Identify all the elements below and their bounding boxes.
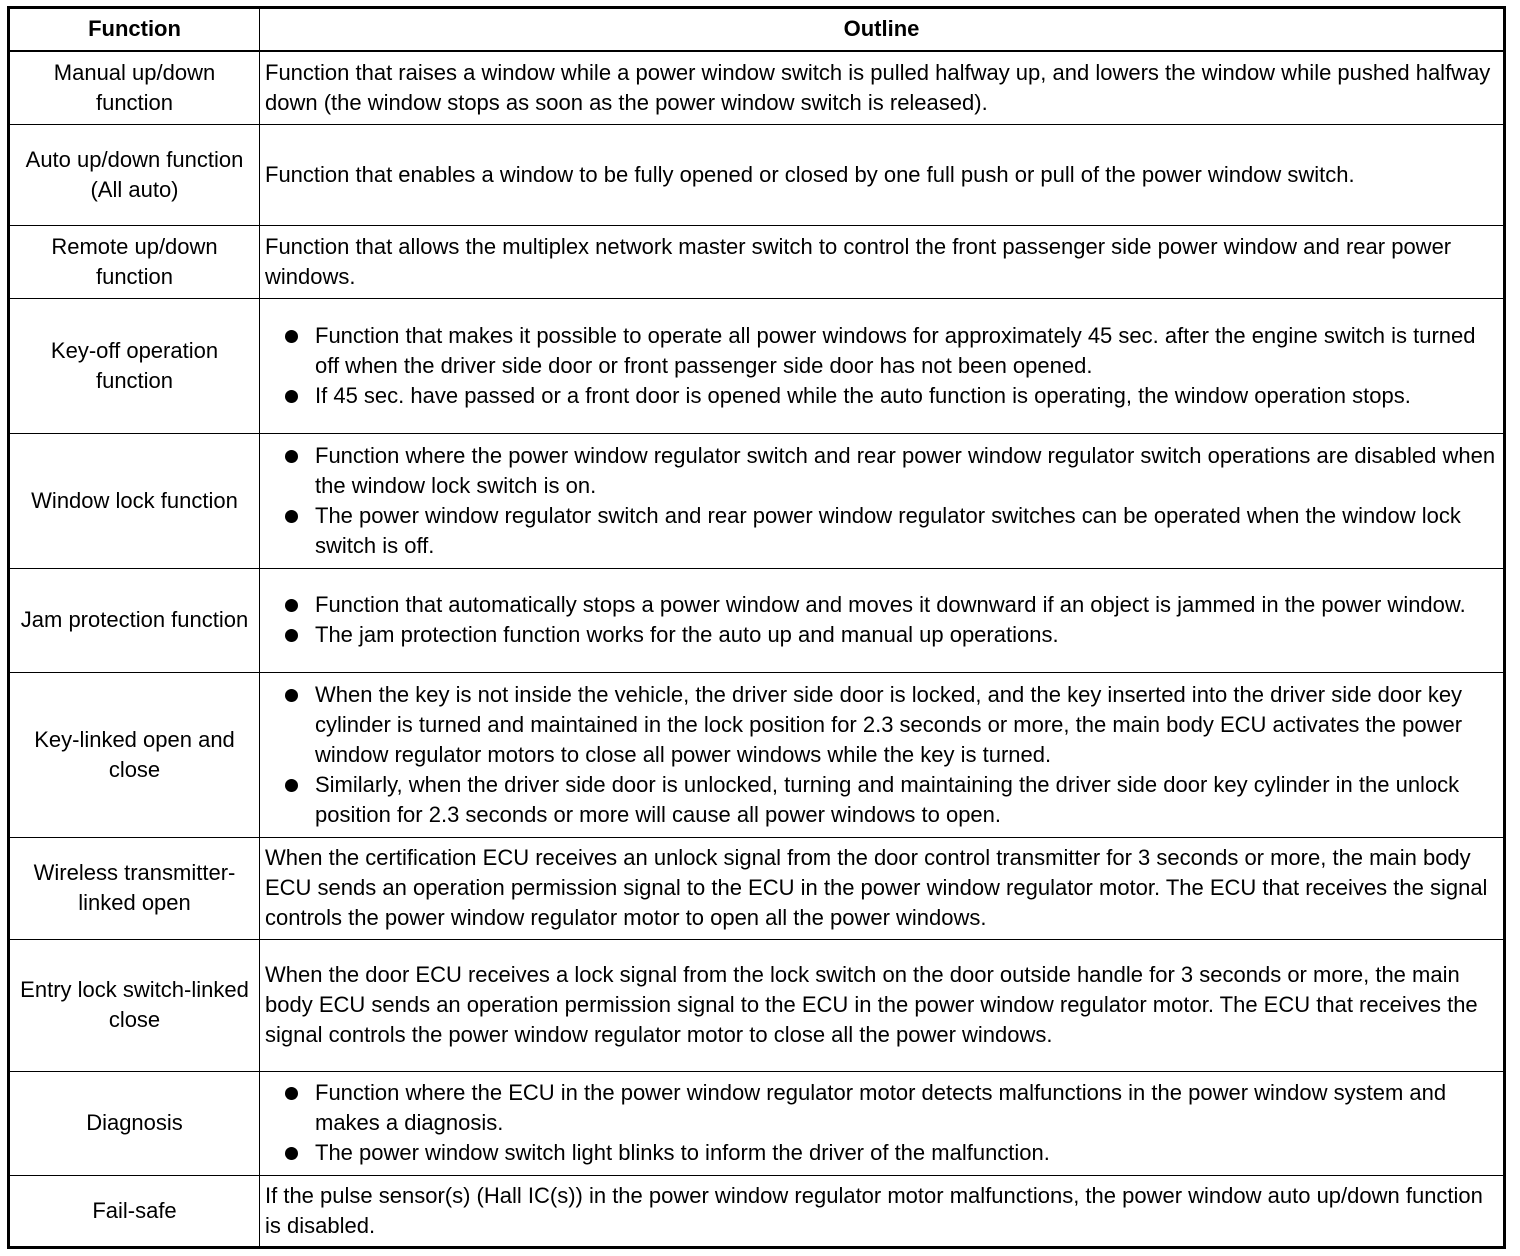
bullet-list xyxy=(265,680,1498,830)
outline-cell: If the pulse sensor(s) (Hall IC(s)) in the power window regulator motor malfunctions, the power window auto up/down function is disabled. xyxy=(260,1175,1505,1247)
outline-cell xyxy=(260,568,1505,672)
table-row xyxy=(9,1175,1505,1247)
bullet-list xyxy=(265,441,1498,561)
table-row xyxy=(9,568,1505,672)
bullet-list xyxy=(265,321,1498,411)
header-function: Function xyxy=(9,8,260,52)
function-cell: Auto up/down function (All auto) xyxy=(9,124,260,225)
bullet-item: Function where the ECU in the power window regulator motor detects malfunctions in the power window system and makes a diagnosis. xyxy=(265,1078,1498,1138)
bullet-item: The power window regulator switch and rear power window regulator switches can be operated when the window lock switch is off. xyxy=(265,501,1498,561)
function-cell: Jam protection function xyxy=(9,568,260,672)
bullet-list xyxy=(265,1078,1498,1168)
bullet-list xyxy=(265,590,1498,650)
function-cell: Key-linked open and close xyxy=(9,672,260,837)
function-cell: Entry lock switch-linked close xyxy=(9,939,260,1071)
outline-cell xyxy=(260,298,1505,433)
header-row xyxy=(9,8,1505,52)
table-row xyxy=(9,939,1505,1071)
bullet-item: When the key is not inside the vehicle, the driver side door is locked, and the key inserted into the driver side door key cylinder is turned and maintained in the lock position for 2.3 seconds or more, the main body ECU activates the power window regulator motors to close all power windows while the key is turned. xyxy=(265,680,1498,770)
outline-cell xyxy=(260,1071,1505,1175)
function-cell: Wireless transmitter-linked open xyxy=(9,837,260,939)
function-cell: Diagnosis xyxy=(9,1071,260,1175)
outline-cell xyxy=(260,433,1505,568)
bullet-item: Function where the power window regulator switch and rear power window regulator switch operations are disabled when the window lock switch is on. xyxy=(265,441,1498,501)
outline-cell: When the certification ECU receives an unlock signal from the door control transmitter for 3 seconds or more, the main body ECU sends an operation permission signal to the ECU in the power window regulator motor. The ECU that receives the signal controls the power window regulator motor to open all the power windows. xyxy=(260,837,1505,939)
function-cell: Remote up/down function xyxy=(9,225,260,298)
table-row xyxy=(9,672,1505,837)
bullet-item: If 45 sec. have passed or a front door is opened while the auto function is operating, the window operation stops. xyxy=(265,381,1498,411)
outline-cell: Function that allows the multiplex network master switch to control the front passenger side power window and rear power windows. xyxy=(260,225,1505,298)
bullet-item: The power window switch light blinks to inform the driver of the malfunction. xyxy=(265,1138,1498,1168)
table-row xyxy=(9,1071,1505,1175)
table-row xyxy=(9,298,1505,433)
function-cell: Window lock function xyxy=(9,433,260,568)
outline-cell: When the door ECU receives a lock signal from the lock switch on the door outside handle for 3 seconds or more, the main body ECU sends an operation permission signal to the ECU in the power window regulator motor. The ECU that receives the signal controls the power window regulator motor to close all the power windows. xyxy=(260,939,1505,1071)
function-cell: Manual up/down function xyxy=(9,51,260,124)
outline-cell xyxy=(260,672,1505,837)
table-row xyxy=(9,837,1505,939)
function-cell: Key-off operation function xyxy=(9,298,260,433)
outline-cell: Function that raises a window while a power window switch is pulled halfway up, and lowers the window while pushed halfway down (the window stops as soon as the power window switch is released). xyxy=(260,51,1505,124)
function-outline-table xyxy=(7,6,1506,1249)
bullet-item: Function that automatically stops a power window and moves it downward if an object is jammed in the power window. xyxy=(265,590,1498,620)
bullet-item: Similarly, when the driver side door is unlocked, turning and maintaining the driver side door key cylinder in the unlock position for 2.3 seconds or more will cause all power windows to open. xyxy=(265,770,1498,830)
bullet-item: The jam protection function works for the auto up and manual up operations. xyxy=(265,620,1498,650)
bullet-item: Function that makes it possible to operate all power windows for approximately 45 sec. after the engine switch is turned off when the driver side door or front passenger side door has not been opened. xyxy=(265,321,1498,381)
table-row xyxy=(9,225,1505,298)
table-row xyxy=(9,51,1505,124)
outline-cell: Function that enables a window to be fully opened or closed by one full push or pull of the power window switch. xyxy=(260,124,1505,225)
header-outline: Outline xyxy=(260,8,1505,52)
table-row xyxy=(9,433,1505,568)
function-cell: Fail-safe xyxy=(9,1175,260,1247)
table-row xyxy=(9,124,1505,225)
